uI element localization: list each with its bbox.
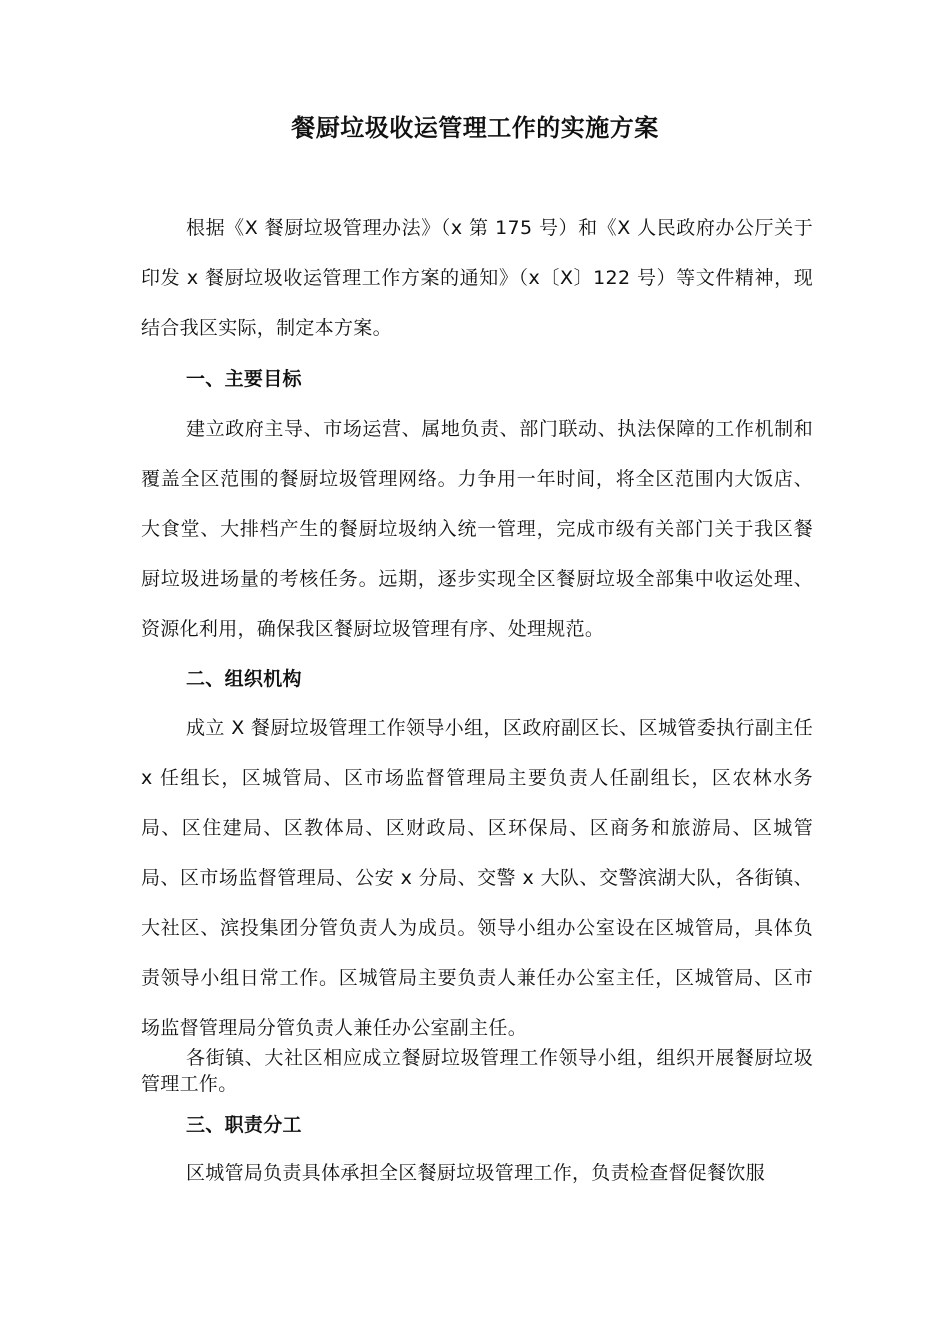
document-title: 餐厨垃圾收运管理工作的实施方案: [291, 114, 659, 142]
section-heading-organization: 二、组织机构: [186, 668, 302, 690]
section-heading-goals: 一、主要目标: [186, 368, 302, 390]
organization-paragraph-2: 各街镇、大社区相应成立餐厨垃圾管理工作领导小组，组织开展餐厨垃圾管理工作。: [141, 1047, 813, 1095]
duties-paragraph: 区城管局负责具体承担全区餐厨垃圾管理工作，负责检查督促餐饮服: [186, 1162, 766, 1184]
section-heading-duties: 三、职责分工: [186, 1114, 302, 1136]
goals-paragraph: 建立政府主导、市场运营、属地负责、部门联动、执法保障的工作机制和覆盖全区范围的餐厨垃圾管理网络。力争用一年时间，将全区范围内大饭店、大食堂、大排档产生的餐厨垃圾纳入统一管理，完成市级有关部门关于我区餐厨垃圾进场量的考核任务。远期，逐步实现全区餐厨垃圾全部集中收运处理、资源化利用，确保我区餐厨垃圾管理有序、处理规范。: [141, 418, 813, 640]
intro-paragraph: 根据《X 餐厨垃圾管理办法》（x 第 175 号）和《X 人民政府办公厅关于印发 x 餐厨垃圾收运管理工作方案的通知》（x〔X〕122 号）等文件精神，现结合我区实际，制定本方案。: [141, 217, 813, 339]
organization-paragraph: 成立 X 餐厨垃圾管理工作领导小组，区政府副区长、区城管委执行副主任 x 任组长，区城管局、区市场监督管理局主要负责人任副组长，区农林水务局、区住建局、区教体局、区财政局、区环保局、区商务和旅游局、区城管局、区市场监督管理局、公安 x 分局、交警 x 大队、交警滨湖大队，各街镇、大社区、滨投集团分管负责人为成员。领导小组办公室设在区城管局，具体负责领导小组日常工作。区城管局主要负责人兼任办公室主任，区城管局、区市场监督管理局分管负责人兼任办公室副主任。: [141, 717, 813, 1039]
